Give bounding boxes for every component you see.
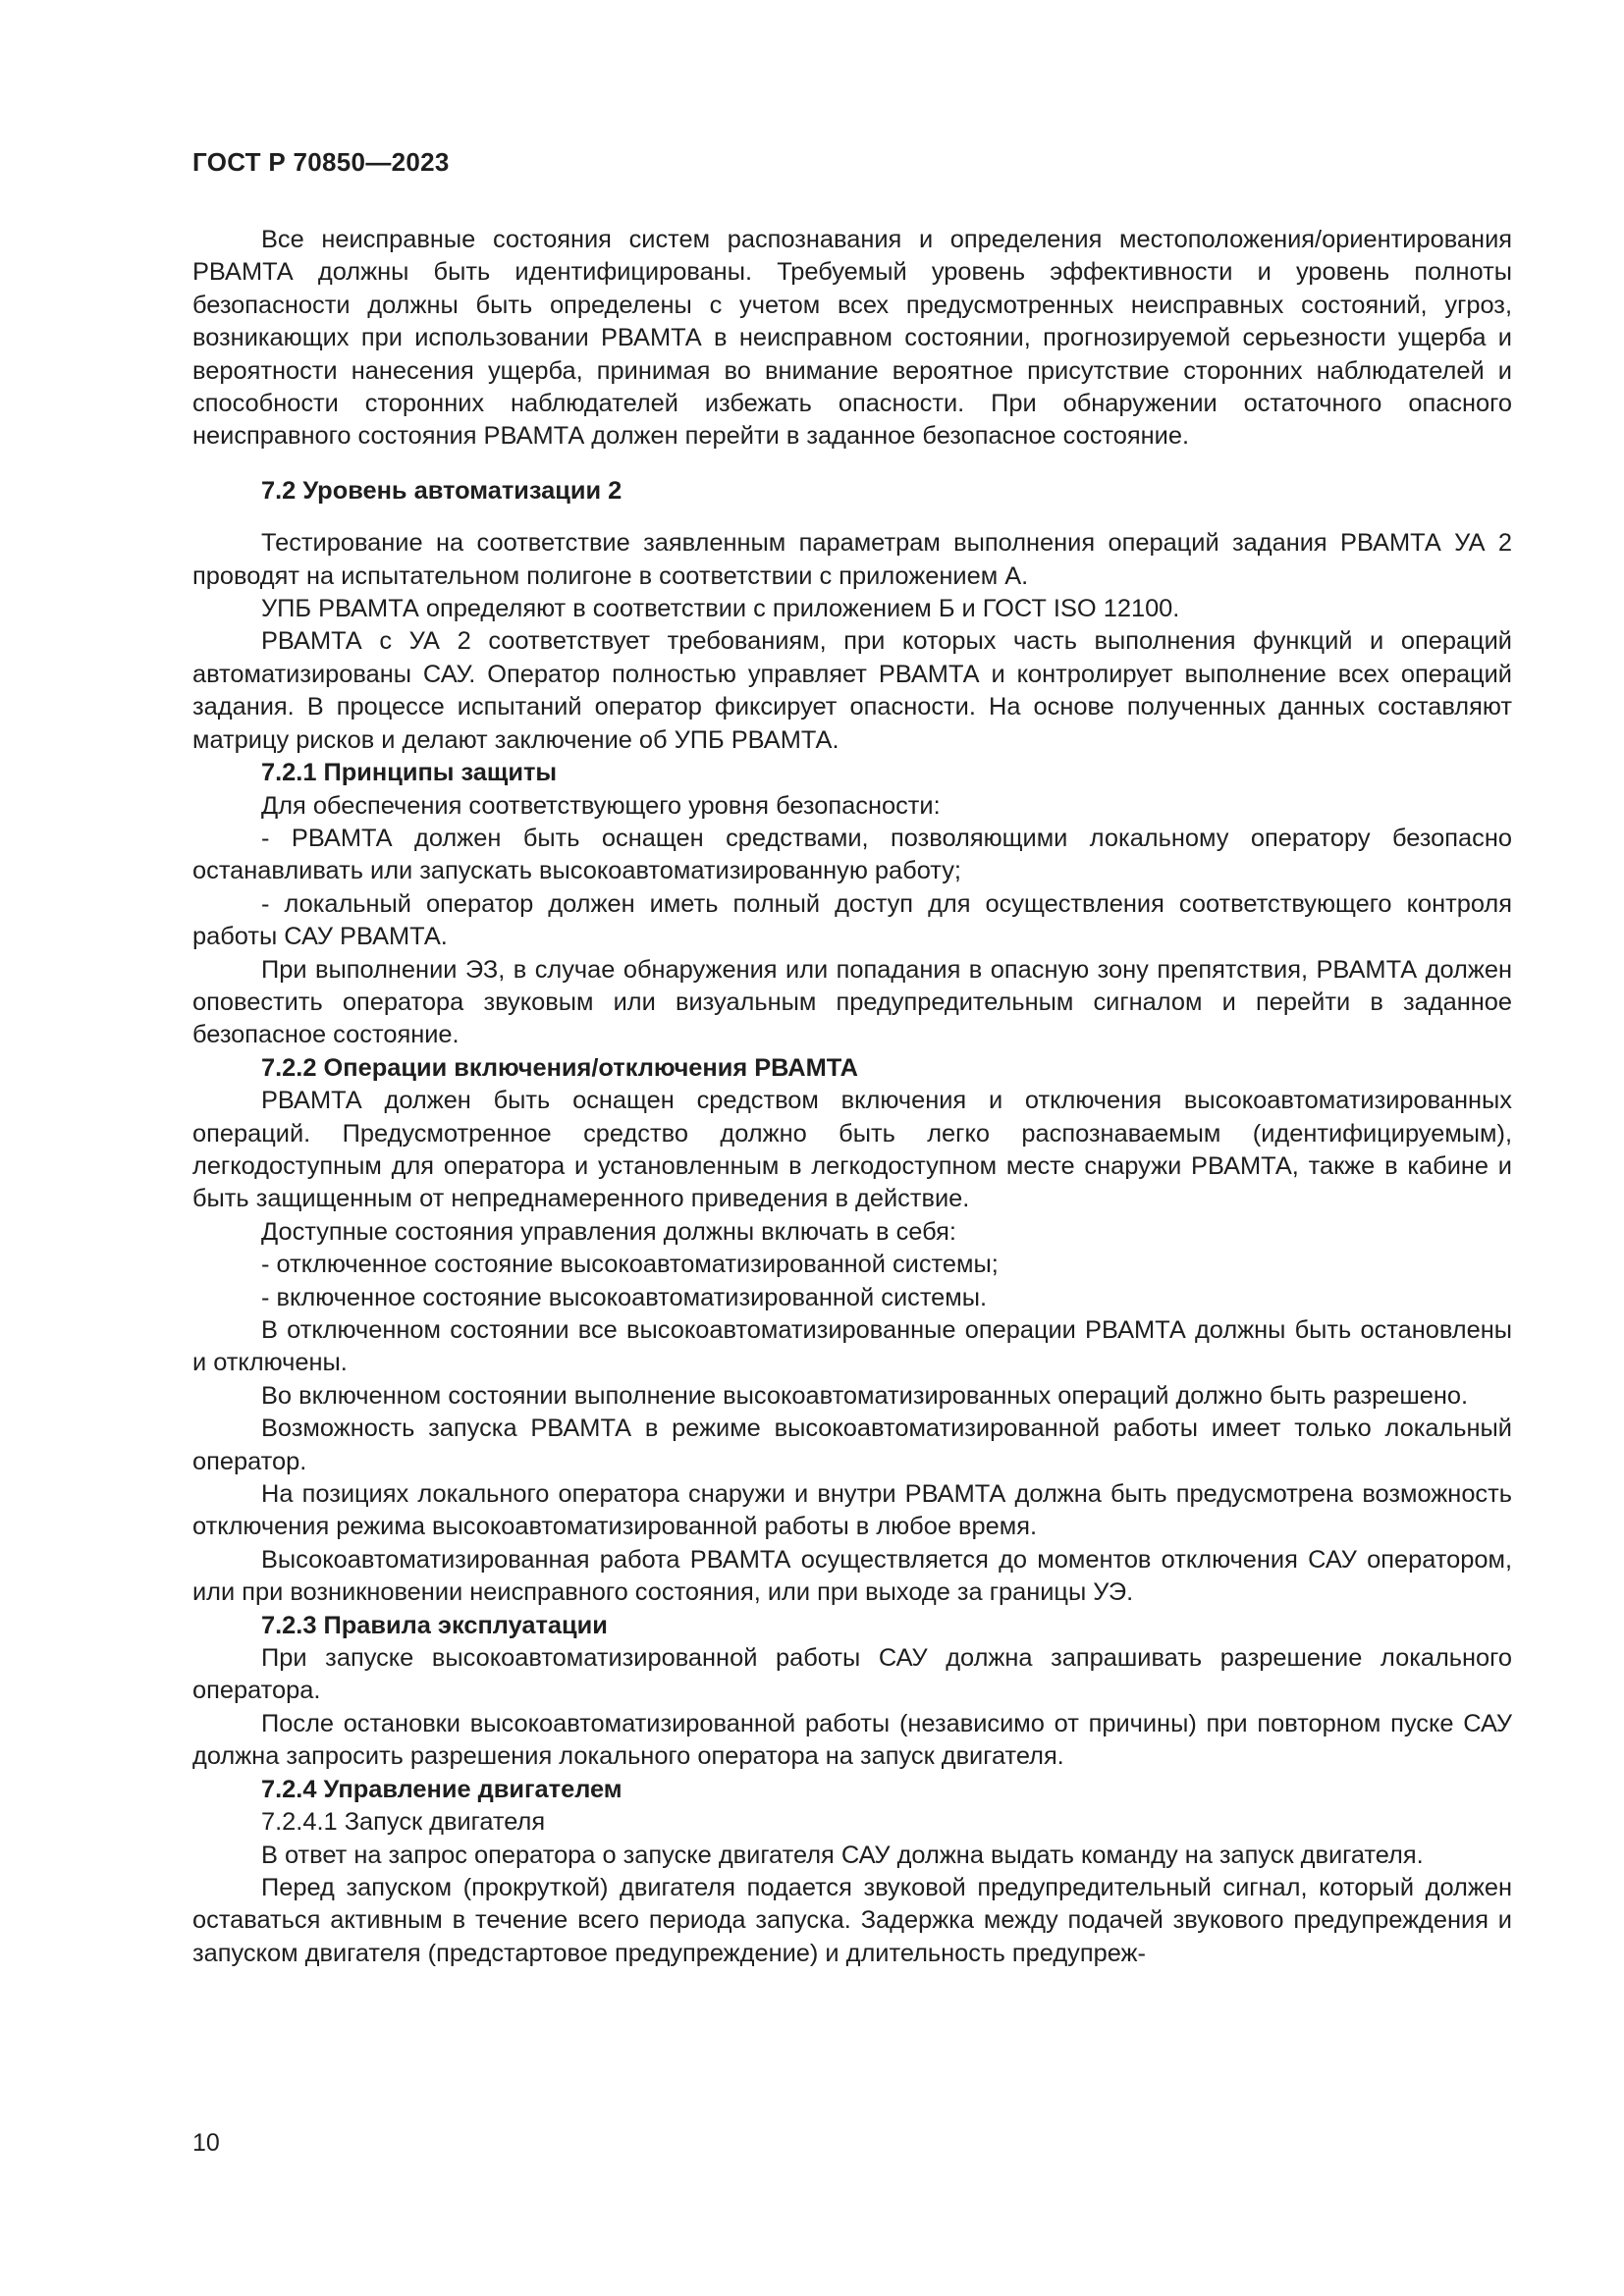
paragraph: Возможность запуска РВАМТА в режиме высокоавтоматизированной работы имеет только локальный оператор. xyxy=(192,1415,1512,1475)
paragraph: РВАМТА должен быть оснащен средством включения и отключения высокоавтоматизированных операций. Предусмотренное средство должно быть легко распознаваемым (идентифицируемым), легкодоступным для оператора и установленным в легкодоступном месте снаружи РВАМТА, также в кабине и быть защищенным от непреднамеренного приведения в действие. xyxy=(192,1087,1512,1213)
list-item: - отключенное состояние высокоавтоматизированной системы; xyxy=(261,1251,999,1279)
subsection-heading: 7.2.2 Операции включения/отключения РВАМТА xyxy=(261,1053,858,1082)
list-item: - локальный оператор должен иметь полный доступ для осуществления соответствующего контроля работы САУ РВАМТА. xyxy=(192,889,1512,951)
paragraph: Все неисправные состояния систем распознавания и определения местоположения/ориентирования РВАМТА должны быть идентифицированы. Требуемый уровень эффективности и уровень полноты безопасности должны быть определены с учетом всех предусмотренных неисправных состояний, угроз, возникающих при использовании РВАМТА в неисправном состоянии, прогнозируемой серьезности ущерба и вероятности нанесения ущерба, принимая во внимание вероятное присутствие сторонних наблюдателей и способности сторонних наблюдателей избежать опасности. При обнаружении остаточного опасного неисправного состояния РВАМТА должен перейти в заданное безопасное состояние. xyxy=(192,226,1512,451)
paragraph: После остановки высокоавтоматизированной работы (независимо от причины) при повторном пуске САУ должна запросить разрешения локального оператора на запуск двигателя. xyxy=(192,1709,1512,1771)
paragraph: В ответ на запрос оператора о запуске двигателя САУ должна выдать команду на запуск двигателя. xyxy=(261,1841,1424,1869)
subsection-heading: 7.2.1 Принципы защиты xyxy=(261,759,558,787)
paragraph: При запуске высокоавтоматизированной работы САУ должна запрашивать разрешение локального оператора. xyxy=(192,1644,1512,1705)
paragraph: РВАМТА с УА 2 соответствует требованиям, при которых часть выполнения функций и операций автоматизированы САУ. Оператор полностью управляет РВАМТА и контролирует выполнение всех операций задания. В процессе испытаний оператор фиксирует опасности. На основе полученных данных составляют матрицу рисков и делают заключение об УПБ РВАМТА. xyxy=(192,627,1512,754)
paragraph: Доступные состояния управления должны включать в себя: xyxy=(261,1217,956,1246)
subsection-heading: 7.2.4 Управление двигателем xyxy=(261,1775,623,1803)
clause-heading: 7.2.4.1 Запуск двигателя xyxy=(261,1808,546,1837)
paragraph: Перед запуском (прокруткой) двигателя подается звуковой предупредительный сигнал, который должен оставаться активным в течение всего периода запуска. Задержка между подачей звукового предупреждения и запуском двигателя (предстартовое предупреждение) и длительность предупреж- xyxy=(192,1873,1512,1967)
subsection-heading: 7.2.3 Правила эксплуатации xyxy=(261,1611,608,1639)
paragraph: Тестирование на соответствие заявленным параметрам выполнения операций задания РВАМТА УА 2 проводят на испытательном полигоне в соответствии с приложением А. xyxy=(192,529,1512,590)
section-heading: 7.2 Уровень автоматизации 2 xyxy=(261,476,623,505)
paragraph: При выполнении ЭЗ, в случае обнаружения или попадания в опасную зону препятствия, РВАМТА должен оповестить оператора звуковым или визуальным предупредительным сигналом и перейти в заданное безопасное состояние. xyxy=(192,955,1512,1049)
paragraph: В отключенном состоянии все высокоавтоматизированные операции РВАМТА должны быть остановлены и отключены. xyxy=(192,1316,1512,1377)
list-item: - РВАМТА должен быть оснащен средствами, позволяющими локальному оператору безопасно останавливать или запускать высокоавтоматизированную работу; xyxy=(192,824,1512,885)
page-number: 10 xyxy=(192,2129,220,2157)
document-body xyxy=(192,224,1512,1970)
list-item: - включенное состояние высокоавтоматизированной системы. xyxy=(261,1283,988,1311)
paragraph: Для обеспечения соответствующего уровня безопасности: xyxy=(261,791,941,820)
paragraph: На позициях локального оператора снаружи и внутри РВАМТА должна быть предусмотрена возможность отключения режима высокоавтоматизированной работы в любое время. xyxy=(192,1480,1512,1541)
document-header: ГОСТ Р 70850—2023 xyxy=(192,147,450,177)
paragraph: Высокоавтоматизированная работа РВАМТА осуществляется до моментов отключения САУ оператором, или при возникновении неисправного состояния, или при выходе за границы УЭ. xyxy=(192,1545,1512,1607)
paragraph: УПБ РВАМТА определяют в соответствии с приложением Б и ГОСТ ISO 12100. xyxy=(261,595,1180,623)
paragraph: Во включенном состоянии выполнение высокоавтоматизированных операций должно быть разрешено. xyxy=(261,1381,1469,1410)
